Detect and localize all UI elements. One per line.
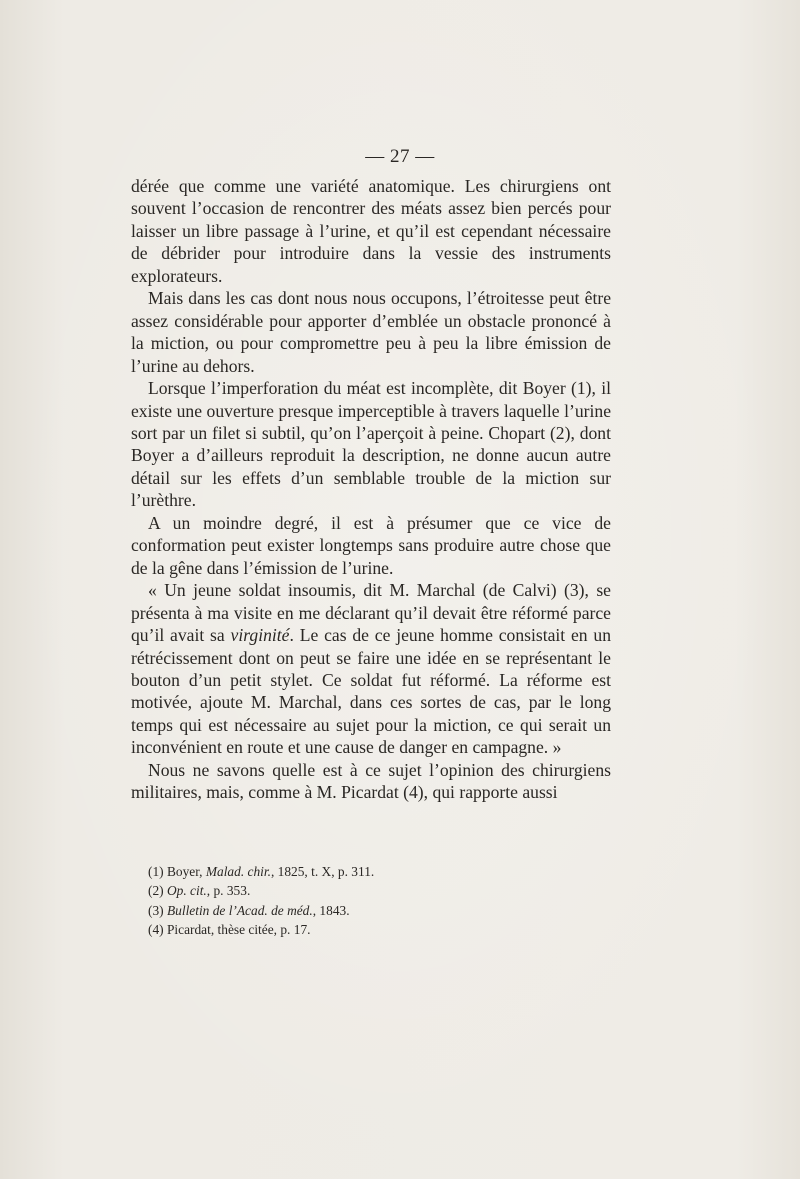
- paragraph-5-quote: [131, 579, 611, 759]
- footnote-2-suffix: , p. 353.: [206, 883, 251, 899]
- quote-text-before: « Un jeune soldat insoumis, dit M. Marchal (de Calvi) (3), se présenta à ma visite en me déclarant qu’il devait être réformé parce qu’il avait sa: [131, 580, 611, 646]
- footnote-3-prefix: (3): [148, 902, 167, 918]
- footnote-3-suffix: , 1843.: [312, 902, 350, 918]
- footnote-3-title: Bulletin de l’Acad. de méd.: [166, 902, 313, 918]
- paragraph-3: Lorsque l’imperforation du méat est incomplète, dit Boyer (1), il existe une ouverture presque imperceptible à travers laquelle l’urine sort par un filet si subtil, qu’on l’aperçoit à peine. Chopart (2), dont Boyer a d’ailleurs reproduit la description, ne donne aucun autre détail sur les effets d’un semblable trouble de la miction sur l’urèthre.: [131, 378, 611, 511]
- footnote-2: [148, 881, 608, 900]
- footnote-1: [148, 862, 608, 881]
- paragraph-4: A un moindre degré, il est à présumer que ce vice de conformation peut exister longtemps sans produire autre chose que de la gêne dans l’émission de l’urine.: [131, 512, 611, 578]
- paragraph-6: Nous ne savons quelle est à ce sujet l’opinion des chirurgiens militaires, mais, comme à M. Picardat (4), qui rapporte aussi: [131, 759, 611, 803]
- footnote-1-suffix: , 1825, t. X, p. 311.: [270, 864, 375, 879]
- body-text: [131, 175, 611, 804]
- paragraph-1: dérée que comme une variété anatomique. Les chirurgiens ont souvent l’occasion de rencontrer des méats assez bien percés pour laisser un libre passage à l’urine, et qu’il est cependant nécessaire de débrider pour introduire dans la vessie des instruments explorateurs.: [131, 176, 611, 286]
- quote-text-after: . Le cas de ce jeune homme consistait en un rétrécissement dont on peut se faire une idée en se représentant le bouton d’un petit stylet. Ce soldat fut réformé. La réforme est motivée, ajoute M. Marchal, dans ces sortes de cas, par le long temps qui est nécessaire au sujet pour la miction, ce qui serait un inconvénient en route et une cause de danger en campagne. »: [131, 625, 611, 758]
- page-number: — 27 —: [365, 146, 435, 167]
- footnote-1-prefix: (1) Boyer,: [148, 864, 206, 879]
- paragraph-2: Mais dans les cas dont nous nous occupons, l’étroitesse peut être assez considérable pour apporter d’emblée un obstacle prononcé à la miction, ou pour compromettre peu à peu la libre émission de l’urine au dehors.: [131, 288, 611, 376]
- footnotes: [148, 862, 608, 939]
- footnote-4-text: (4) Picardat, thèse citée, p. 17.: [148, 921, 311, 937]
- quote-italic-word: virginité: [230, 625, 290, 646]
- footnote-2-prefix: (2): [148, 883, 167, 899]
- footnote-1-title: Malad. chir.: [205, 864, 271, 879]
- footnote-2-title: Op. cit.: [166, 883, 207, 899]
- footnote-4: [148, 920, 608, 939]
- footnote-3: [148, 901, 608, 920]
